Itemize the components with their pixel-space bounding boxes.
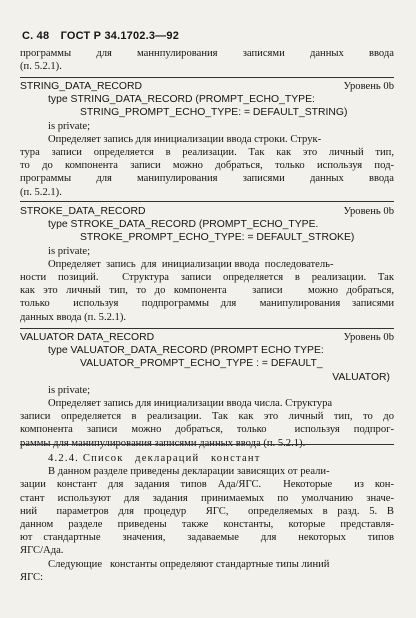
desc-line: программы для манипулирования записями данных ввода (20, 173, 394, 185)
desc-line: (п. 5.2.1). (20, 186, 62, 198)
paragraph-line: стант используют для задания принимаемых по умолчанию значе- (20, 492, 394, 504)
paragraph-line: ЯГС: (20, 571, 44, 583)
desc-line: данных ввода (п. 5.2.1). (20, 311, 127, 323)
desc-line: компонента записи можно добраться, только используя подпрог- (20, 424, 394, 436)
record-heading (20, 331, 394, 344)
type-decl-line: STROKE_PROMPT_ECHO_TYPE: = DEFAULT_STROKE) (80, 232, 355, 244)
type-decl-line: VALUATOR_PROMPT_ECHO_TYPE : = DEFAULT_ (80, 358, 323, 370)
record-level: Уровень 0b (343, 206, 394, 217)
section-title: 4.2.4. Список деклараций констант (48, 453, 261, 464)
record-name: STROKE_DATA_RECORD (20, 206, 146, 217)
divider (20, 444, 394, 445)
paragraph-line: данном разделе приведены также константы, которые представля- (20, 519, 394, 531)
divider (20, 77, 394, 78)
type-decl-line: VALUATOR) (332, 371, 390, 383)
private-decl: is private; (48, 120, 91, 132)
paragraph-line: ЯГС/Ада. (20, 545, 64, 557)
desc-line: Определяет запись для инициализации ввода последователь- (48, 258, 334, 270)
record-heading (20, 205, 394, 218)
section-constants (20, 452, 394, 584)
desc-line: как это личный тип, то до компонента записи можно добраться, (20, 285, 394, 297)
record-name: STRING_DATA_RECORD (20, 81, 143, 92)
text-line: программы для маннпулирования записями данных ввода (20, 48, 394, 59)
desc-line: только используя подпрограммы для манипулирования записями (20, 298, 394, 310)
paragraph-line: Следующие константы определяют стандартные типы линий (48, 558, 330, 570)
standard-code: ГОСТ Р 34.1702.3—92 (60, 30, 180, 42)
desc-line: тура записи определяется в реализации. Так как это личный тип, (20, 147, 394, 159)
record-string-data (20, 80, 394, 199)
record-level: Уровень 0b (343, 332, 394, 343)
type-decl-line: STRING_PROMPT_ECHO_TYPE: = DEFAULT_STRING) (80, 107, 348, 119)
record-level: Уровень 0b (343, 81, 394, 92)
record-name: VALUATOR DATA_RECORD (20, 332, 155, 343)
divider (20, 201, 394, 202)
desc-line: Определяет запись для инициализации ввода строки. Струк- (48, 133, 322, 145)
intro-paragraph (20, 47, 394, 73)
record-stroke-data (20, 205, 394, 324)
desc-line: записи определяется в реализации. Так как это личный тип, то до (20, 411, 394, 423)
paragraph-line: ют стандартные значения, задаваемые для некоторых типов (20, 532, 394, 544)
desc-line: то до компонента записи можно добраться, только используя под- (20, 160, 394, 172)
paragraph-line: зации констант для задания типов Ада/ЯГС. Некоторые из кон- (20, 479, 394, 491)
type-decl-line: type VALUATOR_DATA_RECORD (PROMPT ECHO TYPE: (48, 345, 324, 357)
text-line: (п. 5.2.1). (20, 61, 62, 73)
record-valuator-data (20, 331, 394, 450)
desc-line: Определяет запись для инициализации ввода числа. Структура (48, 398, 333, 410)
record-heading (20, 80, 394, 93)
type-decl-line: type STRING_DATA_RECORD (PROMPT_ECHO_TYPE: (48, 94, 315, 106)
type-decl-line: type STROKE_DATA_RECORD (PROMPT_ECHO_TYPE. (48, 219, 319, 231)
private-decl: is private; (48, 245, 91, 257)
divider (20, 328, 394, 329)
private-decl: is private; (48, 384, 91, 396)
paragraph-line: ний параметров для процедур ЯГС, определяемых в разд. 5. В (20, 505, 394, 517)
page-number: С. 48 (22, 30, 50, 42)
paragraph-line: В данном разделе приведены декларации зависящих от реали- (48, 466, 330, 478)
page-header (22, 30, 187, 42)
desc-line: ности позиций. Структура записи определяется в реализации. Так (20, 272, 394, 284)
